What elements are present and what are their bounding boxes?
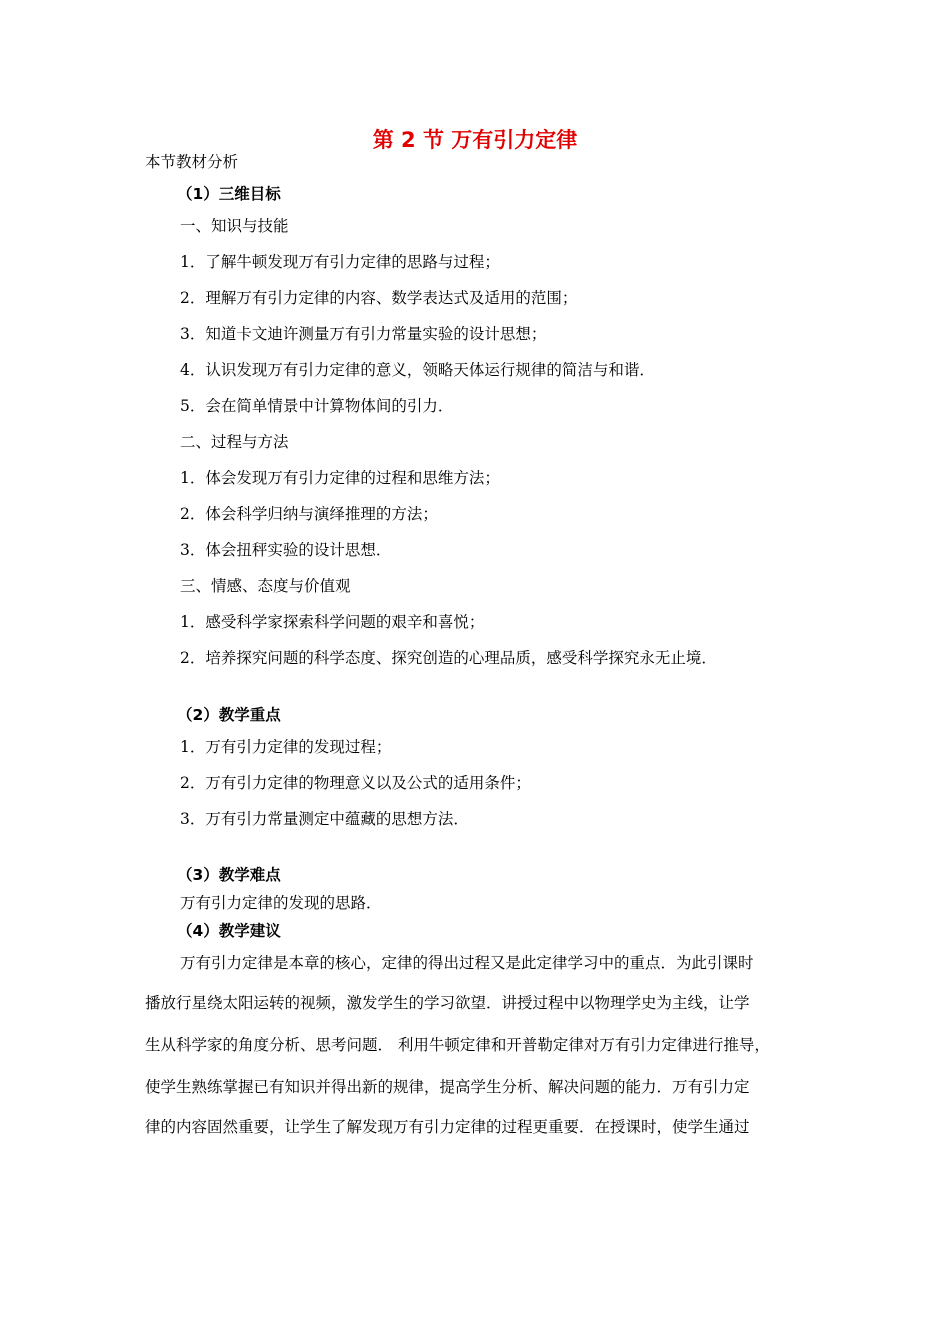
suggestion-line: 万有引力定律是本章的核心，定律的得出过程又是此定律学习中的重点．为此引课时 [180,954,754,972]
emotion-heading: 三、情感、态度与价值观 [180,577,351,595]
goals-heading: （1）三维目标 [177,185,281,203]
difficulty-heading: （3）教学难点 [177,866,281,884]
key-point-item: 2．万有引力定律的物理意义以及公式的适用条件； [180,774,531,792]
knowledge-item: 2．理解万有引力定律的内容、数学表达式及适用的范围； [180,289,578,307]
key-points-heading: （2）教学重点 [177,706,281,724]
suggestion-line: 播放行星绕太阳运转的视频，激发学生的学习欲望．讲授过程中以物理学史为主线，让学 [145,994,750,1012]
suggestion-line: 使学生熟练掌握已有知识并得出新的规律，提高学生分析、解决问题的能力．万有引力定 [145,1078,750,1096]
suggestion-line: 律的内容固然重要，让学生了解发现万有引力定律的过程更重要．在授课时，使学生通过 [145,1118,750,1136]
knowledge-item: 3．知道卡文迪许测量万有引力常量实验的设计思想； [180,325,547,343]
process-heading: 二、过程与方法 [180,433,289,451]
knowledge-item: 4．认识发现万有引力定律的意义，领略天体运行规律的简洁与和谐． [180,361,655,379]
key-point-item: 1．万有引力定律的发现过程； [180,738,392,756]
key-point-item: 3．万有引力常量测定中蕴藏的思想方法． [180,810,469,828]
process-item: 1．体会发现万有引力定律的过程和思维方法； [180,469,500,487]
process-item: 3．体会扭秤实验的设计思想． [180,541,392,559]
knowledge-heading: 一、知识与技能 [180,217,289,235]
suggestion-heading: （4）教学建议 [177,922,281,940]
knowledge-item: 1．了解牛顿发现万有引力定律的思路与过程； [180,253,500,271]
emotion-item: 2．培养探究问题的科学态度、探究创造的心理品质，感受科学探究永无止境． [180,649,717,667]
suggestion-line: 生从科学家的角度分析、思考问题． 利用牛顿定律和开普勒定律对万有引力定律进行推导， [145,1036,770,1054]
page-title: 第 2 节 万有引力定律 [372,128,578,152]
emotion-item: 1．感受科学家探索科学问题的艰辛和喜悦； [180,613,485,631]
process-item: 2．体会科学归纳与演绎推理的方法； [180,505,438,523]
knowledge-item: 5．会在简单情景中计算物体间的引力． [180,397,454,415]
section-heading: 本节教材分析 [145,153,239,171]
difficulty-text: 万有引力定律的发现的思路． [180,894,382,912]
